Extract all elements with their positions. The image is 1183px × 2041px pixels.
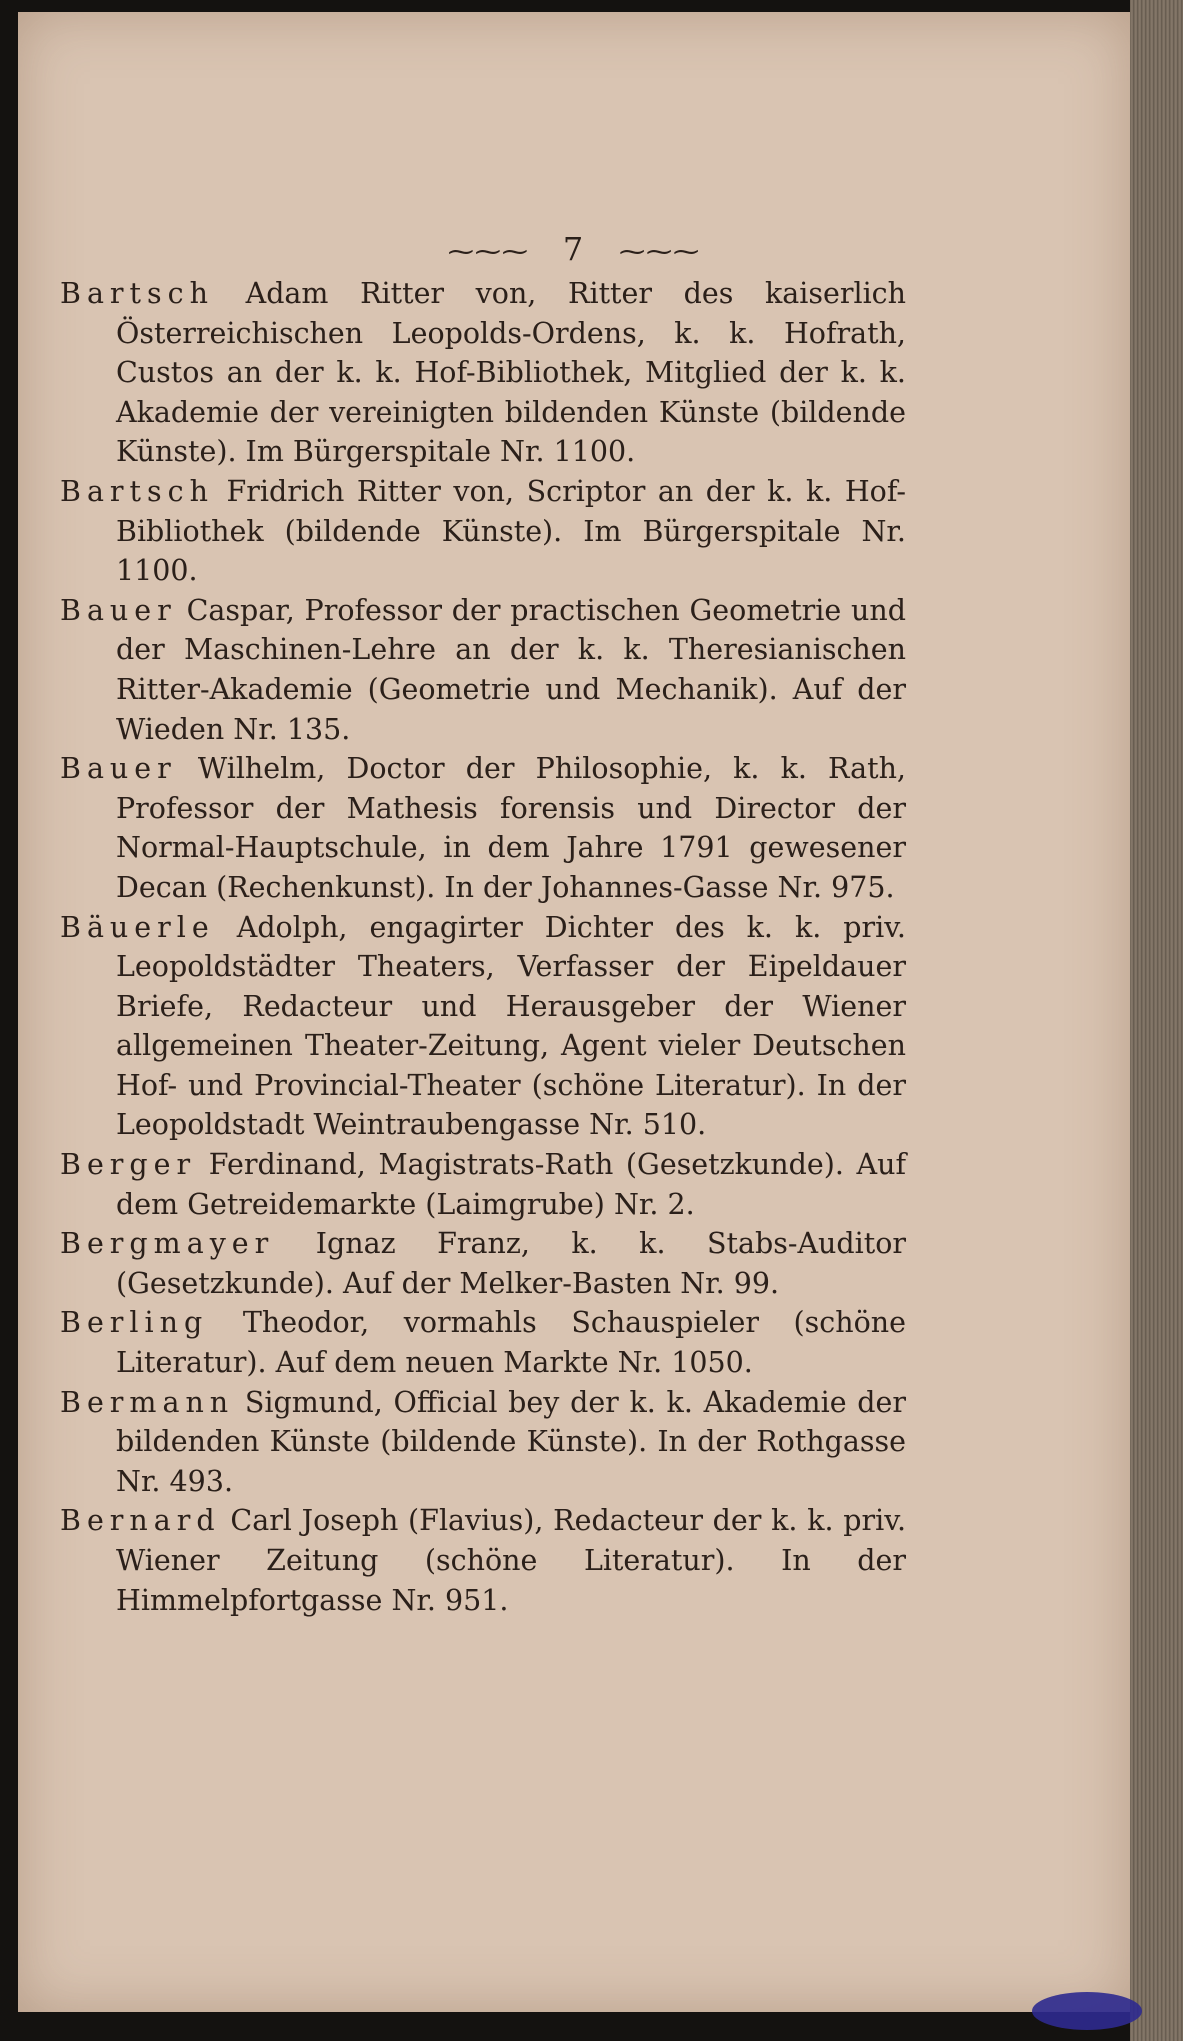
entry-name: Bergmayer: [60, 1227, 275, 1261]
entry: [60, 1224, 906, 1303]
entry-name: Bartsch: [60, 474, 214, 508]
entry-name: Bernard: [60, 1504, 221, 1538]
entry-text: Adam Ritter von, Ritter des kaiserlich Österreichischen Leopolds-Ordens, k. k. Hofrath, Custos an der k. k. Hof-Bibliothek, Mitglied der k. k. Akademie der vereinigten bildenden Künste (bildende Künste). Im Bürgerspitale Nr. 1100.: [116, 277, 906, 469]
entry-name: Bäuerle: [60, 910, 215, 944]
ink-stain: [1032, 1992, 1142, 2030]
entry-text: Caspar, Professor der practischen Geometrie und der Maschinen-Lehre an der k. k. Theresianischen Ritter-Akademie (Geometrie und Mechanik). Auf der Wieden Nr. 135.: [116, 593, 906, 746]
page-number: 7: [562, 230, 586, 268]
entry-text: Carl Joseph (Flavius), Redacteur der k. k. priv. Wiener Zeitung (schöne Literatur). In der Himmelpfortgasse Nr. 951.: [116, 1504, 906, 1617]
entry: [60, 472, 906, 591]
entry-name: Bauer: [60, 593, 177, 627]
entry-name: Berger: [60, 1148, 197, 1182]
entry-text: Adolph, engagirter Dichter des k. k. priv. Leopoldstädter Theaters, Verfasser der Eipeldauer Briefe, Redacteur und Herausgeber der Wiener allgemeinen Theater-Zeitung, Agent vieler Deutschen Hof- und Provincial-Theater (schöne Literatur). In der Leopoldstadt Weintraubengasse Nr. 510.: [116, 910, 906, 1142]
page-header: [18, 230, 1130, 268]
entry-text: Sigmund, Official bey der k. k. Akademie der bildenden Künste (bildende Künste). In der Rothgasse Nr. 493.: [116, 1385, 907, 1498]
page-edge-stack: [1130, 0, 1183, 2041]
entry-name: Berling: [60, 1306, 209, 1340]
entry-name: Bauer: [60, 752, 177, 786]
entry-name: Bermann: [60, 1385, 235, 1419]
entry: [60, 591, 906, 749]
entry: [60, 1501, 906, 1620]
entry-text: Fridrich Ritter von, Scriptor an der k. k. Hof-Bibliothek (bildende Künste). Im Bürgerspitale Nr. 1100.: [116, 474, 906, 588]
header-ornament-right: ⁓⁓⁓: [619, 237, 701, 267]
entry-text: Theodor, vormahls Schauspieler (schöne Literatur). Auf dem neuen Markte Nr. 1050.: [116, 1306, 906, 1380]
entry: [60, 749, 906, 907]
book-page: [18, 12, 1130, 2012]
entry: [60, 274, 906, 472]
entry-text: Wilhelm, Doctor der Philosophie, k. k. Rath, Professor der Mathesis forensis und Director der Normal-Hauptschule, in dem Jahre 1791 gewesener Decan (Rechenkunst). In der Johannes-Gasse Nr. 975.: [116, 752, 906, 904]
entry: [60, 1383, 906, 1502]
header-ornament-left: ⁓⁓⁓: [447, 237, 529, 267]
directory-entries: [60, 274, 906, 1620]
entry-name: Bartsch: [60, 277, 214, 310]
entry: [60, 1303, 906, 1382]
entry-text: Ferdinand, Magistrats-Rath (Gesetzkunde). Auf dem Getreidemarkte (Laimgrube) Nr. 2.: [116, 1148, 907, 1221]
entry: [60, 1145, 906, 1224]
entry-text: Ignaz Franz, k. k. Stabs-Auditor (Gesetzkunde). Auf der Melker-Basten Nr. 99.: [116, 1227, 906, 1300]
entry: [60, 908, 906, 1146]
